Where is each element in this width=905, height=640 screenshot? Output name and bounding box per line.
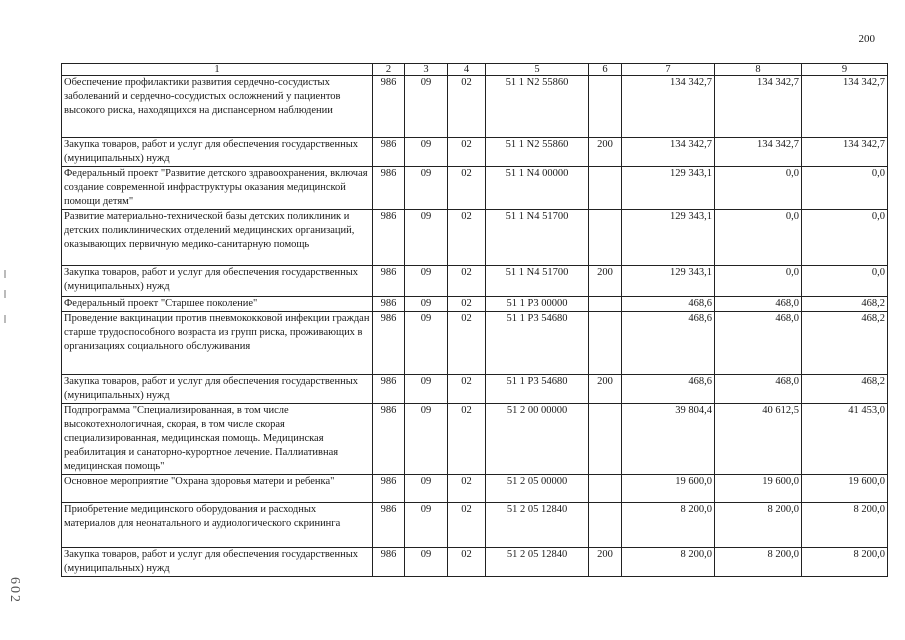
expense-type-cell (589, 312, 622, 375)
row-name-cell: Закупка товаров, работ и услуг для обеспечения государственных (муниципальных) нужд (62, 548, 373, 577)
target-article-cell: 51 2 05 12840 (486, 503, 589, 548)
table-row (62, 138, 888, 167)
amount-cell: 468,2 (802, 312, 888, 375)
subsection-cell: 02 (448, 210, 486, 266)
section-cell: 09 (405, 548, 448, 577)
row-name-cell: Обеспечение профилактики развития сердечно-сосудистых заболеваний и сердечно-сосудистых осложнений у пациентов высокого риска, находящихся на диспансерном наблюдении (62, 76, 373, 138)
budget-table (61, 63, 888, 577)
section-cell: 09 (405, 266, 448, 297)
amount-cell: 0,0 (715, 266, 802, 297)
expense-type-cell (589, 210, 622, 266)
code-cell: 986 (373, 548, 405, 577)
amount-cell: 134 342,7 (622, 76, 715, 138)
target-article-cell: 51 1 N4 00000 (486, 167, 589, 210)
expense-type-cell: 200 (589, 375, 622, 404)
code-cell: 986 (373, 404, 405, 475)
amount-cell: 468,0 (715, 297, 802, 312)
code-cell: 986 (373, 375, 405, 404)
target-article-cell: 51 1 P3 54680 (486, 375, 589, 404)
table-row (62, 503, 888, 548)
table-row (62, 375, 888, 404)
amount-cell: 41 453,0 (802, 404, 888, 475)
code-cell: 986 (373, 266, 405, 297)
amount-cell: 8 200,0 (715, 503, 802, 548)
amount-cell: 468,6 (622, 312, 715, 375)
header-cell: 8 (715, 64, 802, 76)
amount-cell: 8 200,0 (622, 548, 715, 577)
subsection-cell: 02 (448, 548, 486, 577)
amount-cell: 0,0 (802, 167, 888, 210)
amount-cell: 19 600,0 (622, 475, 715, 503)
code-cell: 986 (373, 503, 405, 548)
code-cell: 986 (373, 167, 405, 210)
row-name-cell: Приобретение медицинского оборудования и расходных материалов для неонатального и аудиологического скрининга (62, 503, 373, 548)
header-cell: 3 (405, 64, 448, 76)
section-cell: 09 (405, 76, 448, 138)
expense-type-cell (589, 76, 622, 138)
section-cell: 09 (405, 375, 448, 404)
section-cell: 09 (405, 138, 448, 167)
table-row (62, 167, 888, 210)
amount-cell: 134 342,7 (802, 138, 888, 167)
row-name-cell: Развитие материально-технической базы детских поликлиник и детских поликлинических отделений медицинских организаций, оказывающих первичную медико-санитарную помощь (62, 210, 373, 266)
target-article-cell: 51 1 N2 55860 (486, 138, 589, 167)
section-cell: 09 (405, 312, 448, 375)
header-cell: 6 (589, 64, 622, 76)
amount-cell: 8 200,0 (802, 548, 888, 577)
target-article-cell: 51 1 P3 00000 (486, 297, 589, 312)
amount-cell: 40 612,5 (715, 404, 802, 475)
target-article-cell: 51 1 N4 51700 (486, 210, 589, 266)
row-name-cell: Закупка товаров, работ и услуг для обеспечения государственных (муниципальных) нужд (62, 266, 373, 297)
amount-cell: 8 200,0 (802, 503, 888, 548)
amount-cell: 129 343,1 (622, 167, 715, 210)
row-name-cell: Основное мероприятие "Охрана здоровья матери и ребенка" (62, 475, 373, 503)
expense-type-cell (589, 503, 622, 548)
target-article-cell: 51 1 P3 54680 (486, 312, 589, 375)
expense-type-cell (589, 475, 622, 503)
section-cell: 09 (405, 210, 448, 266)
amount-cell: 134 342,7 (622, 138, 715, 167)
amount-cell: 39 804,4 (622, 404, 715, 475)
table-row (62, 548, 888, 577)
table-header-row (62, 64, 888, 76)
table-row (62, 210, 888, 266)
subsection-cell: 02 (448, 404, 486, 475)
row-name-cell: Федеральный проект "Старшее поколение" (62, 297, 373, 312)
amount-cell: 0,0 (802, 266, 888, 297)
section-cell: 09 (405, 297, 448, 312)
target-article-cell: 51 2 00 00000 (486, 404, 589, 475)
header-cell: 2 (373, 64, 405, 76)
subsection-cell: 02 (448, 312, 486, 375)
row-name-cell: Закупка товаров, работ и услуг для обеспечения государственных (муниципальных) нужд (62, 375, 373, 404)
expense-type-cell: 200 (589, 548, 622, 577)
target-article-cell: 51 2 05 00000 (486, 475, 589, 503)
subsection-cell: 02 (448, 167, 486, 210)
subsection-cell: 02 (448, 297, 486, 312)
header-cell: 7 (622, 64, 715, 76)
row-name-cell: Проведение вакцинации против пневмококковой инфекции граждан старше трудоспособного возраста из групп риска, проживающих в организациях социального обслуживания (62, 312, 373, 375)
header-cell: 4 (448, 64, 486, 76)
subsection-cell: 02 (448, 138, 486, 167)
amount-cell: 19 600,0 (715, 475, 802, 503)
amount-cell: 8 200,0 (715, 548, 802, 577)
amount-cell: 468,2 (802, 375, 888, 404)
expense-type-cell: 200 (589, 138, 622, 167)
table-row (62, 266, 888, 297)
amount-cell: 134 342,7 (715, 76, 802, 138)
amount-cell: 0,0 (715, 210, 802, 266)
table-row (62, 404, 888, 475)
amount-cell: 468,0 (715, 375, 802, 404)
amount-cell: 19 600,0 (802, 475, 888, 503)
subsection-cell: 02 (448, 76, 486, 138)
row-name-cell: Подпрограмма "Специализированная, в том числе высокотехнологичная, скорая, в том числе скорая специализированная, медицинская помощь. Медицинская реабилитация и санаторно-курортное лечение. Паллиативная медицинская помощь" (62, 404, 373, 475)
expense-type-cell (589, 297, 622, 312)
amount-cell: 129 343,1 (622, 266, 715, 297)
section-cell: 09 (405, 167, 448, 210)
code-cell: 986 (373, 210, 405, 266)
amount-cell: 134 342,7 (715, 138, 802, 167)
target-article-cell: 51 1 N2 55860 (486, 76, 589, 138)
amount-cell: 0,0 (715, 167, 802, 210)
section-cell: 09 (405, 503, 448, 548)
expense-type-cell (589, 404, 622, 475)
page-number: 200 (858, 33, 875, 45)
section-cell: 09 (405, 475, 448, 503)
subsection-cell: 02 (448, 503, 486, 548)
code-cell: 986 (373, 76, 405, 138)
code-cell: 986 (373, 138, 405, 167)
row-name-cell: Федеральный проект "Развитие детского здравоохранения, включая создание современной инфраструктуры оказания медицинской помощи детям" (62, 167, 373, 210)
code-cell: 986 (373, 312, 405, 375)
table-row (62, 312, 888, 375)
target-article-cell: 51 2 05 12840 (486, 548, 589, 577)
side-stamp: 602 (7, 577, 22, 604)
expense-type-cell: 200 (589, 266, 622, 297)
table-row (62, 297, 888, 312)
amount-cell: 129 343,1 (622, 210, 715, 266)
amount-cell: 468,6 (622, 375, 715, 404)
subsection-cell: 02 (448, 266, 486, 297)
expense-type-cell (589, 167, 622, 210)
amount-cell: 134 342,7 (802, 76, 888, 138)
row-name-cell: Закупка товаров, работ и услуг для обеспечения государственных (муниципальных) нужд (62, 138, 373, 167)
section-cell: 09 (405, 404, 448, 475)
subsection-cell: 02 (448, 375, 486, 404)
header-cell: 5 (486, 64, 589, 76)
amount-cell: 468,0 (715, 312, 802, 375)
header-cell: 9 (802, 64, 888, 76)
target-article-cell: 51 1 N4 51700 (486, 266, 589, 297)
amount-cell: 0,0 (802, 210, 888, 266)
code-cell: 986 (373, 475, 405, 503)
header-cell: 1 (62, 64, 373, 76)
table-row (62, 475, 888, 503)
table-row (62, 76, 888, 138)
subsection-cell: 02 (448, 475, 486, 503)
amount-cell: 8 200,0 (622, 503, 715, 548)
amount-cell: 468,6 (622, 297, 715, 312)
code-cell: 986 (373, 297, 405, 312)
amount-cell: 468,2 (802, 297, 888, 312)
